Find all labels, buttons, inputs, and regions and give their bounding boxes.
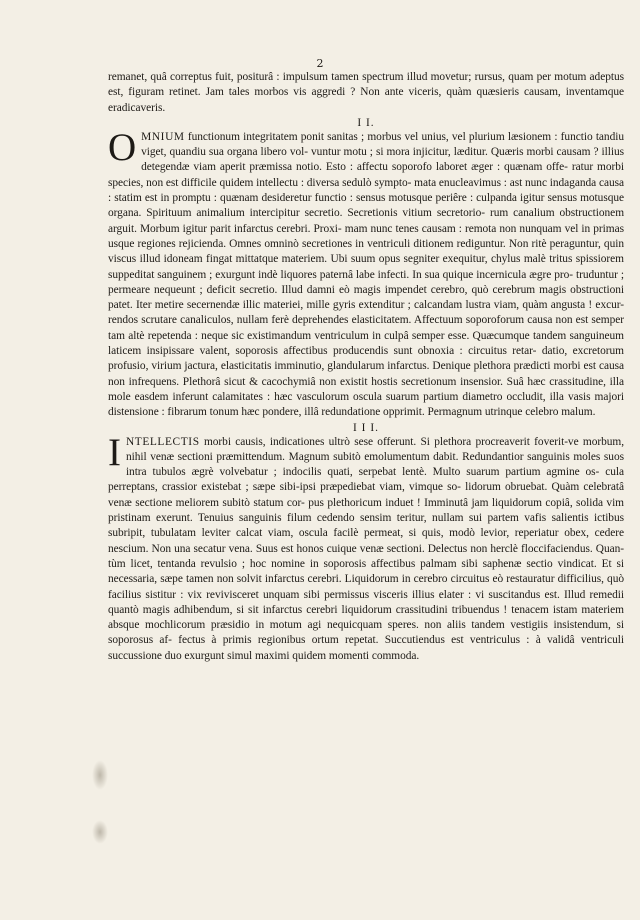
drop-cap: O [108,129,137,169]
lead-word: MNIUM [141,130,185,143]
section-paragraph [108,130,624,421]
section-heading: I I. [357,116,375,129]
page-number: 2 [316,57,324,70]
lead-word: NTELLECTIS [125,435,200,448]
page-stain [92,820,108,844]
page-stain [92,760,108,790]
drop-cap: I [108,434,121,474]
page-text [108,70,624,664]
paragraph-body: functionum integritatem ponit sanitas ; morbus vel unius, vel plurium læsionem : functio tandiu viget, quandiu sua organa libero vol- vuntur motu ; si mora injicitur, læditur. Quæris morbi causam ? illius detegendæ viam aperit præmissa notio. Esto : affectu soporofo laboret æger : quænam offe- ratur morbi species, non est difficile quidem intellectu : diversa sedulò sympto- mata enucleavimus : ast nunc indaganda causa : statim est in promptu : quænam desideretur functio : sensus motusque periêre : culpanda igitur sensus motusque organa. Spirituum animalium intercipitur secretio. Secretionis vitium secretorio- rum canalium obstructionem arguit. Morbum igitur parit infarctus cerebri. Proxi- mam nunc tenes causam : remota non nunquam vel in primas usque regiones rejicienda. Omnes omninò secretiones in ventriculi ditionem rediguntur. Non ritè peraguntur, quin viscus illud idoneam fingat mittatque materiem. Ubi suum opus segniter exequitur, chylus malè tritus spissiorem suppeditat sanguinem ; exurgunt indè liquores paternâ labe infecti. In sua quique incernicula ægre pro- truduntur ; permeare nequeunt ; deficit secretio. Illud damni eò magis impendet cerebro, quò cerebrum magis obstructioni patet. Iter metire secernendæ illic materiei, mille gyris extenditur ; calcandam lustra viam, quàm angusta ! excur- rendos scrutare canaliculos, nullam ferè deprehendes elasticitatem. Affectuum soporoforum causa non est semper tam altè repetenda : neque sic existimandum ventriculum in culpâ semper esse. Quæcumque tandem sanguineum laticem insipissare valent, soporosis affectibus producendis sunt obnoxia : circuitus retar- datio, excretorum profusio, virium jactura, elasticitatis imminutio, glandularum infarctus. Denique plethora prædicti morbi est causa non infrequens. Plethorâ sicut & cacochymiâ non existit hostis secretionum insensior. Suâ hæc crassitudine, illa mole easdem inferunt calamitates : hæc vasculorum oscula suarum partium diametro occludit, illa vasis majori distensione : fibrarum tonum hæc pondere, illâ redundatione opprimit. Permagnum utrinque celebro malum. [108,130,624,419]
section-paragraph [108,435,624,664]
paragraph-body: morbi causis, indicationes ultrò sese offerunt. Si plethora procreaverit foverit-ve morbum, nihil venæ sectioni præmittendum. Magnum subitò emolumentum dabit. Redundantior sanguinis moles suos intra tubulos ægrè volvebatur ; indocilis quati, serpebat lentè. Multo suarum partium agmine os- cula perreptans, crassior existebat ; sæpe sibi-ipsi præpediebat viam, vimque so- lidorum obruebat. Quàm celebratâ venæ sectione meliorem subitò statum cor- pus plethoricum induet ! Imminutâ jam liquidorum copiâ, solida vim pristinam exerunt. Tenuius sanguinis filum cedendo sensim teritur, nullam sui partem vafis salientis ictibus subripit, tubulatam leviter calcat viam, oscula facilè permeat, si quis, modò levior, reperiatur obex, cedere nescium. Non una secatur vena. Suus est honos cuique venæ sectioni. Delectus non herclè floccifaciendus. Quan- tùm licet, tentanda revulsio ; hoc nomine in soporosis affectibus palmam sibi saphenæ sectio vindicat. Et si necessaria, sæpe tamen non solvit infarctus cerebri. Liquidorum in cerebro circuitus eò restauratur difficilius, quò facilius sistitur : vix revivisceret unquam sibi permissus visceris illius elater : vi suscitandus est. Illud remedii quantò magis adhibendum, si sit infarctus cerebri liquidorum crassitudini tribuendus ! tenacem istam materiem absque mochlicorum præsidio in motum agi nequicquam speres. non aliis tandem vestigiis insistendum, si soporosus af- fectus à primis regionibus ortum repetat. Succutiendus est ventriculus : à validâ ventriculi succussione duo exurgunt simul maximi quidem momenti commoda. [108,435,624,662]
intro-paragraph: remanet, quâ correptus fuit, positurâ : impulsum tamen spectrum illud movetur; rursus, quam per motum adeptus est, figuram retinet. Jam tales morbos vis aggredi ? Non ante viceris, quàm quæsieris causam, inventamque eradicaveris. [108,71,624,114]
section-heading: I I I. [353,421,379,434]
